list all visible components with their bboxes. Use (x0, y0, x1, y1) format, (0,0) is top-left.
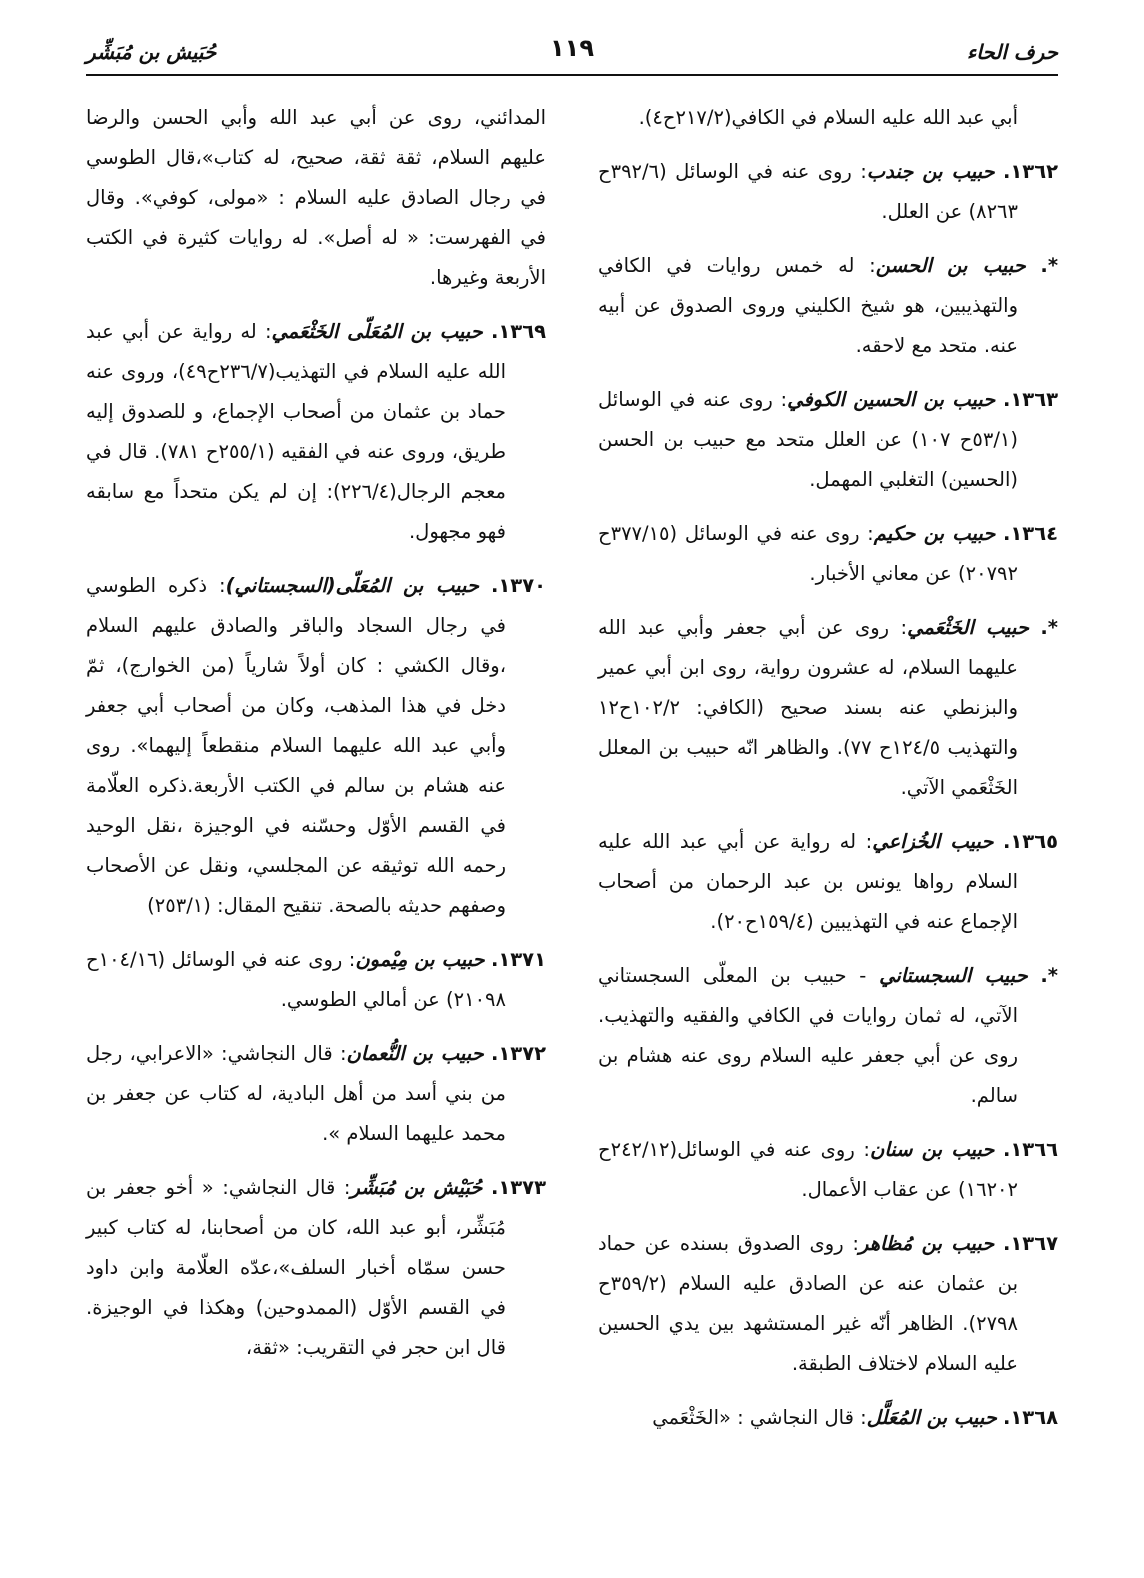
entry-number: ١٣٦٦. (1002, 1138, 1059, 1161)
entry-name: حبيب الخَثْعَمي (907, 616, 1029, 639)
entry-text: المدائني، روى عن أبي عبد الله وأبي الحسن والرضا عليهم السلام، ثقة ثقة، صحيح، له كتاب»،قال الطوسي في رجال الصادق عليه السلام : «مولى، كوفي». وقال في الفهرست: « له أصل». له روايات كثيرة في الكتب الأربعة وغيرها. (86, 106, 546, 289)
entry-number: ١٣٦٧. (1002, 1232, 1058, 1255)
entry-text: : قال النجاشي: «الاعرابي، رجل من بني أسد من أهل البادية، له كتاب عن جعفر بن محمد عليهما السلام ». (86, 1042, 506, 1145)
entry-text: : روى عن أبي جعفر وأبي عبد الله عليهما السلام، له عشرون رواية، روى ابن أبي عمير والبزنطي عنه بسند صحيح (الكافي: ١٠٢/٢ح١٢ والتهذيب ١٢٤/٥ح ٧٧). والظاهر انّه حبيب بن المعلل الخَثْعَمي الآتي. (598, 616, 1018, 799)
entry-name: حبيب بن الحسين الكوفي (787, 388, 996, 411)
entry-text: : له خمس روايات في الكافي والتهذيبين، هو شيخ الكليني وروى الصدوق عن أبيه عنه. متحد مع لاحقه. (598, 254, 1018, 357)
entry (86, 1034, 546, 1154)
entry-name: حبيب بن النُّعمان (346, 1042, 484, 1065)
entry-text: : روى عنه في الوسائل (١٠٤/١٦ح ٢١٠٩٨) عن أمالي الطوسي. (86, 948, 506, 1011)
entry (598, 152, 1058, 232)
entry (598, 246, 1058, 366)
entry (86, 940, 546, 1020)
entry-name: حُبَيْش بن مُبَشِّر (350, 1176, 483, 1199)
entry-number: *. (1040, 964, 1058, 987)
entry-name: حبيب بن حكيم (873, 522, 996, 545)
entry-name: حبيب بن جندب (866, 160, 995, 183)
entry-text: : قال النجاشي : «الخَثْعَمي (652, 1406, 867, 1429)
entry-name: حبيب بن مُظاهر (858, 1232, 995, 1255)
entry-number: ١٣٦٢. (1002, 160, 1058, 183)
running-head: حُبَيش بن مُبَشِّر (86, 40, 217, 64)
entry-text: : ذكره الطوسي في رجال السجاد والباقر والصادق عليهم السلام ،وقال الكشي : كان أولاً شارياً (من الخوارج)، ثمّ دخل في هذا المذهب، وكان من أصحاب أبي جعفر وأبي عبد الله عليهما السلام منقطعاً إليهما». روى عنه هشام بن سالم في الكتب الأربعة.ذكره العلّامة في القسم الأوّل وحسّنه في الوجيزة ،نقل الوحيد رحمه الله توثيقه عن المجلسي، ونقل عن الأصحاب وصفهم حديثه بالصحة. تنقيح المقال: (٢٥٣/١) (86, 574, 506, 917)
entry-number: ١٣٦٩. (490, 320, 547, 343)
right-column (598, 98, 1058, 1452)
entry-text: : له رواية عن أبي عبد الله عليه السلام في التهذيب(٢٣٦/٧ح٤٩)، وروى عنه حماد بن عثمان من أصحاب الإجماع، و للصدوق إليه طريق، وروى عنه في الفقيه (٢٥٥/١ح ٧٨١). قال في معجم الرجال(٢٢٦/٤): إن لم يكن متحداً مع سابقه فهو مجهول. (86, 320, 506, 543)
entry-name: حبيب بن المُعَلَّل (866, 1406, 997, 1429)
entry-number: ١٣٦٥. (1002, 830, 1058, 853)
entry-number: *. (1040, 616, 1058, 639)
entry-name: حبيب بن الحسن (875, 254, 1026, 277)
page-number: ١١٩ (550, 34, 594, 62)
entry-name: حبيب بن سنان (870, 1138, 995, 1161)
entry-number: ١٣٦٤. (1002, 522, 1058, 545)
entry-text: - حبيب بن المعلّى السجستاني الآتي، له ثمان روايات في الكافي والفقيه والتهذيب. روى عن أبي جعفر عليه السلام روى عنه هشام بن سالم. (598, 964, 1018, 1107)
entry-name: حبيب السجستاني (879, 964, 1028, 987)
entry-number: ١٣٧٣. (490, 1176, 546, 1199)
page-header (86, 30, 1058, 76)
entry-text: أبي عبد الله عليه السلام في الكافي(٢١٧/٢ح٤). (638, 106, 1018, 129)
entry-number: ١٣٧٢. (490, 1042, 546, 1065)
entry (598, 608, 1058, 808)
entry (598, 380, 1058, 500)
entry-text: : روى عنه في الوسائل (٣٩٢/٦ح ٨٢٦٣) عن العلل. (598, 160, 1018, 223)
entry (598, 1398, 1058, 1438)
entry-name: حبيب بن المُعَلّى الخَثْعَمي (271, 320, 483, 343)
header-rule (86, 74, 1058, 76)
left-column (86, 98, 546, 1382)
entry-number: *. (1040, 254, 1059, 277)
entry-text: : روى الصدوق بسنده عن حماد بن عثمان عنه عن الصادق عليه السلام (٣٥٩/٢ح ٢٧٩٨). الظاهر أنّه غير المستشهد بين يدي الحسين عليه السلام لاختلاف الطبقة. (598, 1232, 1018, 1375)
entry (598, 956, 1058, 1116)
entry-number: ١٣٧٠. (490, 574, 546, 597)
entry-text: : روى عنه في الوسائل (٥٣/١ح ١٠٧) عن العلل متحد مع حبيب بن الحسن (الحسين) التغلبي المهمل. (598, 388, 1018, 491)
entry (86, 98, 546, 298)
entry (598, 822, 1058, 942)
entry (86, 1168, 546, 1368)
entry (598, 514, 1058, 594)
entry (598, 1130, 1058, 1210)
entry-text: : روى عنه في الوسائل (٣٧٧/١٥ح ٢٠٧٩٢) عن معاني الأخبار. (598, 522, 1018, 585)
entry (86, 312, 546, 552)
entry-number: ١٣٦٣. (1002, 388, 1058, 411)
entry (598, 98, 1058, 138)
entry-number: ١٣٧١. (490, 948, 546, 971)
entry-text: : له رواية عن أبي عبد الله عليه السلام رواها يونس بن عبد الرحمان من أصحاب الإجماع عنه في التهذيبين (١٥٩/٤ح٢٠). (598, 830, 1018, 933)
entry-name: حبيب بن المُعَلّى(السجستاني) (225, 574, 479, 597)
entry-text: : روى عنه في الوسائل(٢٤٢/١٢ح ١٦٢٠٢) عن عقاب الأعمال. (598, 1138, 1018, 1201)
chapter-title: حرف الحاء (966, 40, 1058, 64)
entry-name: حبيب بن مِيْمون (355, 948, 485, 971)
entry-name: حبيب الخُزاعي (872, 830, 994, 853)
entry (86, 566, 546, 926)
entry-number: ١٣٦٨. (1002, 1406, 1058, 1429)
entry-text: : قال النجاشي: « أخو جعفر بن مُبَشِّر، أبو عبد الله، كان من أصحابنا، له كتاب كبير حسن سمّاه أخبار السلف»،عدّه العلّامة وابن داود في القسم الأوّل (الممدوحين) وهكذا في الوجيزة. قال ابن حجر في التقريب: «ثقة، (86, 1176, 506, 1359)
entry (598, 1224, 1058, 1384)
